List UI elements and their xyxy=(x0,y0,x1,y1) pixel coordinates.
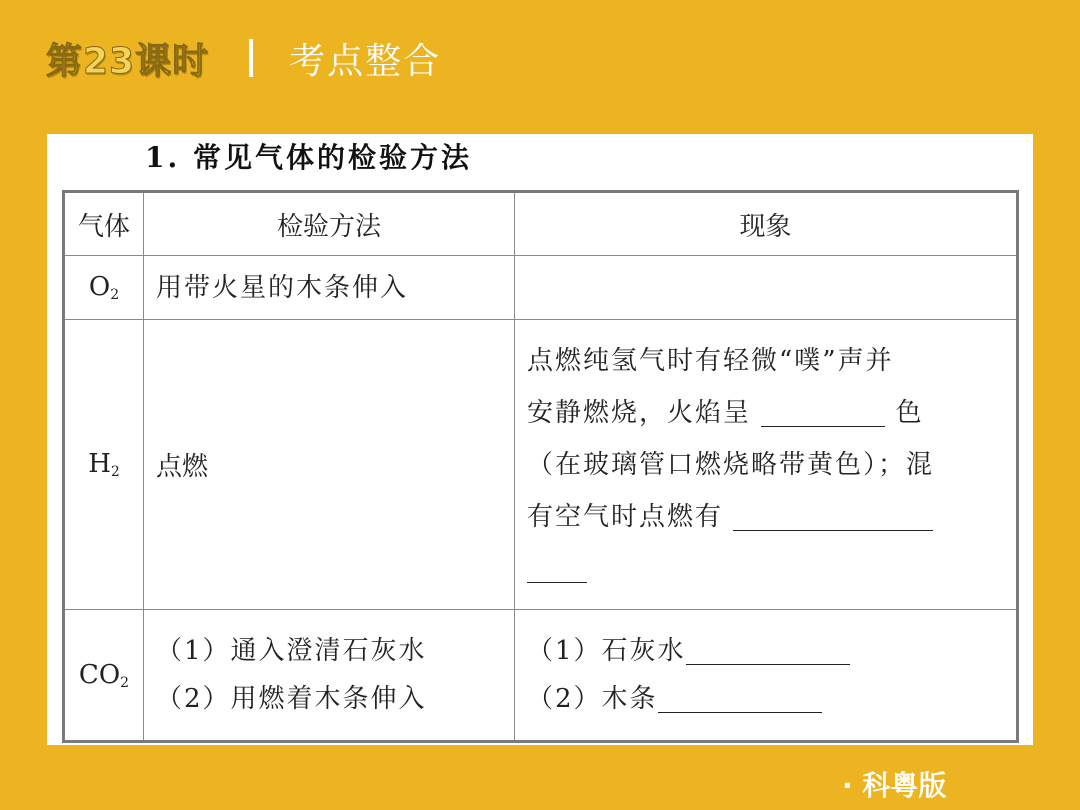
edition-label: · 科粤版 xyxy=(842,769,947,802)
fill-blank-splint[interactable] xyxy=(658,688,822,713)
fill-blank-flame-color[interactable] xyxy=(761,402,885,427)
header-divider xyxy=(249,39,253,77)
observation-cell-o2 xyxy=(515,256,1018,320)
observation-line-4: 有空气时点燃有 xyxy=(527,491,1004,543)
method-line-1: （1）通入澄清石灰水 xyxy=(156,636,427,666)
observation-line-5 xyxy=(527,543,1004,595)
header-method: 检验方法 xyxy=(144,192,515,256)
observation-line-1: 点燃纯氢气时有轻微“噗”声并 xyxy=(527,345,894,376)
table-header-row xyxy=(64,192,1018,256)
observation-cell-co2 xyxy=(515,610,1018,742)
method-line-2: （2）用燃着木条伸入 xyxy=(156,684,427,714)
gas-test-table xyxy=(62,190,1019,743)
method-cell-h2: 点燃 xyxy=(144,320,515,610)
slide-topic: 考点整合 xyxy=(289,40,442,82)
table-row-o2 xyxy=(64,256,1018,320)
table-row-h2 xyxy=(64,320,1018,610)
observation-line-3: （在玻璃管口燃烧略带黄色）；混 xyxy=(527,449,935,480)
method-cell-co2 xyxy=(144,610,515,742)
fill-blank-mixed-air-cont[interactable] xyxy=(527,558,587,583)
section-title: 1. 常见气体的检验方法 xyxy=(145,141,472,174)
table-row-co2 xyxy=(64,610,1018,742)
fill-blank-limewater[interactable] xyxy=(686,640,850,665)
gas-cell-h2: $H_2$ xyxy=(64,320,144,610)
lesson-number: 第23课时 xyxy=(46,40,210,82)
co2-observation-1: （1）石灰水 xyxy=(527,627,1004,675)
observation-line-2: 安静燃烧，火焰呈 色 xyxy=(527,397,924,428)
header-observation: 现象 xyxy=(515,192,1018,256)
method-cell-o2: 用带火星的木条伸入 xyxy=(144,256,515,320)
gas-cell-co2: $CO_2$ xyxy=(64,610,144,742)
observation-cell-h2 xyxy=(515,320,1018,610)
fill-blank-mixed-air[interactable] xyxy=(733,506,933,531)
header-gas: 气体 xyxy=(64,192,144,256)
co2-observation-2: （2）木条 xyxy=(527,675,1004,723)
content-card xyxy=(47,134,1033,745)
gas-cell-o2: $O_2$ xyxy=(64,256,144,320)
slide-header xyxy=(46,30,441,86)
